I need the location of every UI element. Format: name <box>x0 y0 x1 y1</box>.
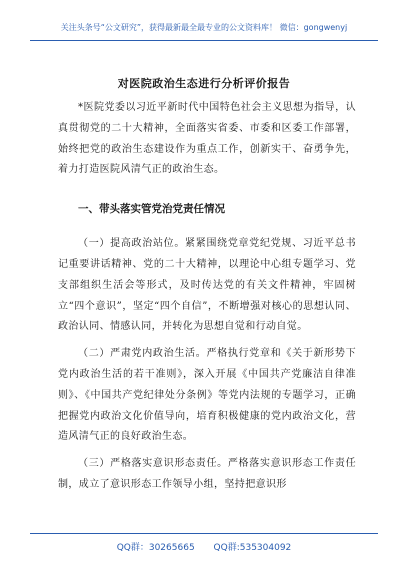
header-banner: 关注头条号“公文研究”，获得最新最全最专业的公文资料库！ 微信：gongwenyj <box>60 23 348 32</box>
paragraph-ideology: （三）严格落实意识形态责任。严格落实意识形态工作责任制，成立了意识形态工作领导小组，坚持把意识形 <box>58 458 356 490</box>
paragraph-party-life: （二）严肃党内政治生活。严格执行党章和《关于新形势下党内政治生活的若干准则》，深入开展《中国共产党廉洁自律准则》、《中国共产党纪律处分条例》等党内法规的专题学习，正确把握党内政治文化价值导向，培育积极健康的党内政治文化，营造风清气正的良好政治生态。 <box>58 348 356 443</box>
qq-group-label: QQ群:535304092 <box>213 543 292 553</box>
document-body <box>58 98 356 496</box>
section-heading: 一、带头落实管党治党责任情况 <box>78 203 225 216</box>
qq-group-label: QQ群：30265665 <box>116 543 195 553</box>
paragraph-political-stance: （一）提高政治站位。紧紧围绕党章党纪党规、习近平总书记重要讲话精神、党的二十大精神，以理论中心组专题学习、党支部组织生活会等形式，及时传达党的有关文件精神，牢固树立“四个意识”，坚定“四个自信”，不断增强对核心的思想认同、政治认同、情感认同，并转化为思想自觉和行动自觉。 <box>58 238 356 333</box>
footer <box>30 540 378 553</box>
footer-divider <box>30 533 378 534</box>
header-divider <box>30 40 378 41</box>
intro-paragraph: *医院党委以习近平新时代中国特色社会主义思想为指导，认真贯彻党的二十大精神，全面落实省委、市委和区委工作部署，始终把党的政治生态建设作为重点工作，创新实干、奋勇争先，着力打造医院风清气正的政治生态。 <box>58 102 356 176</box>
document-title: 对医院政治生态进行分析评价报告 <box>117 77 291 90</box>
